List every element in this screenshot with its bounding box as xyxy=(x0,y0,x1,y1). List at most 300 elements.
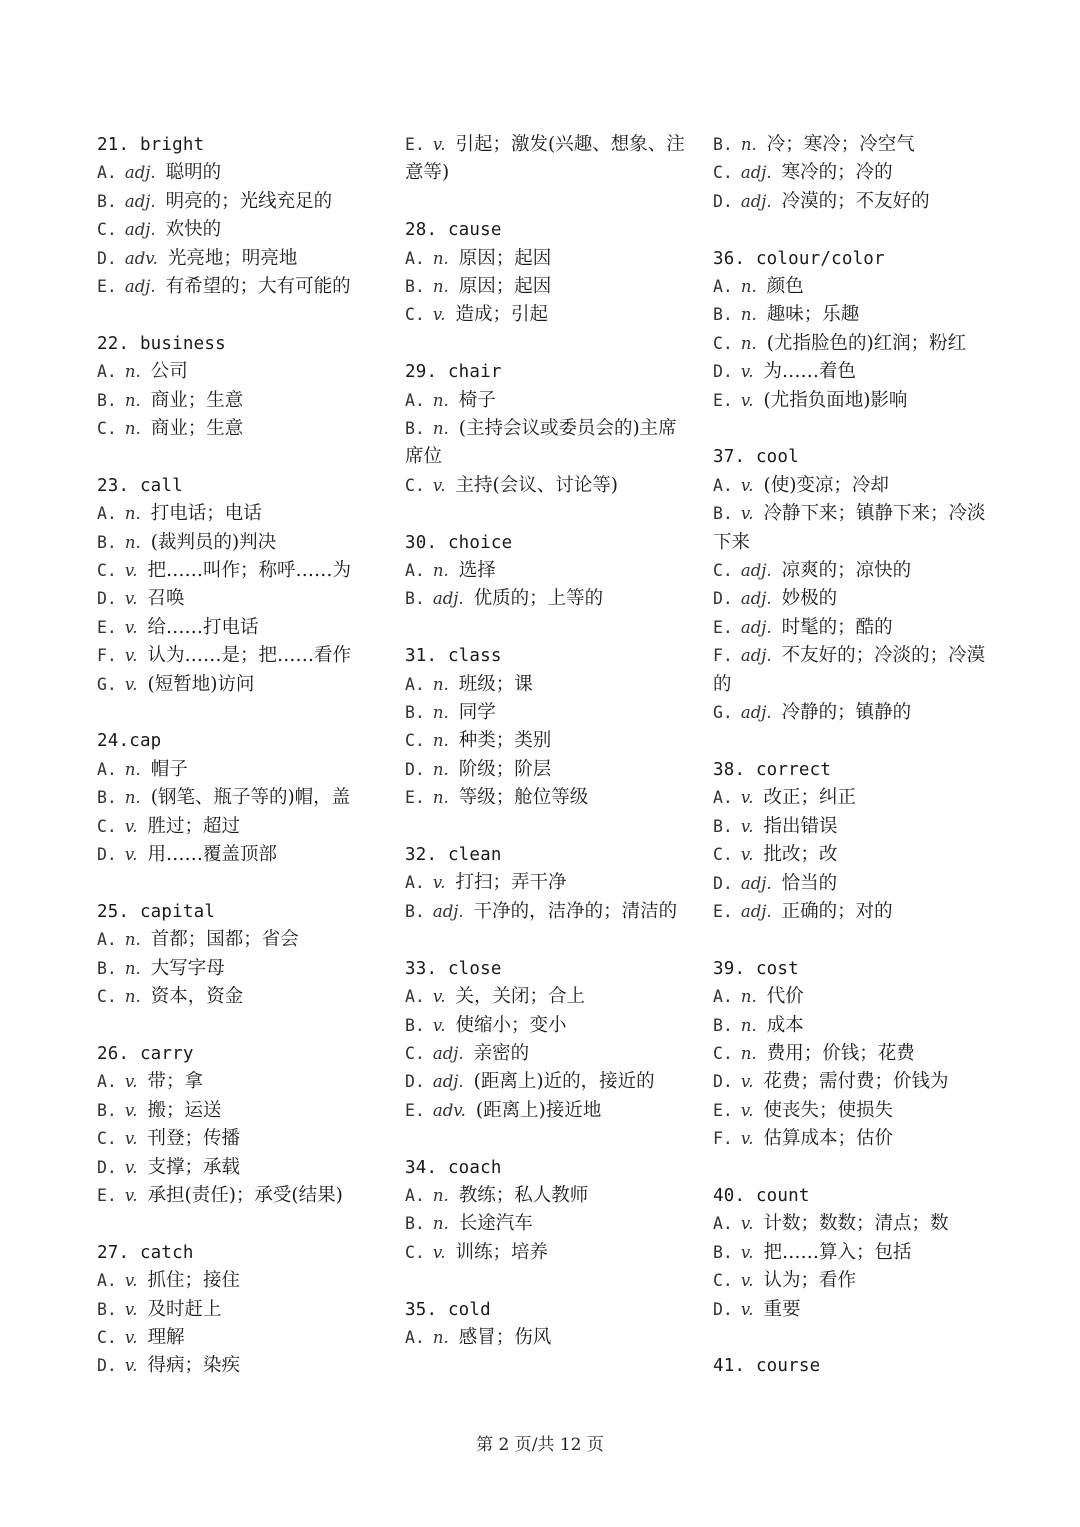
sense-letter: A. xyxy=(713,987,733,1007)
sense-line xyxy=(97,585,379,613)
column-right xyxy=(713,131,995,1409)
definition: (尤指负面地)影响 xyxy=(763,389,908,411)
sense-line xyxy=(405,415,687,472)
sense-letter: E. xyxy=(405,1100,425,1120)
sense-letter: C. xyxy=(405,305,425,325)
sense-line xyxy=(97,1182,379,1210)
definition: 及时赶上 xyxy=(147,1298,222,1320)
sense-line xyxy=(97,188,379,216)
part-of-speech: v. xyxy=(432,305,446,325)
vocab-entry xyxy=(713,443,995,727)
headword: 32. clean xyxy=(405,845,502,866)
headword: 28. cause xyxy=(405,220,502,241)
part-of-speech: v. xyxy=(124,617,138,637)
part-of-speech: n. xyxy=(740,987,757,1007)
vocab-entry xyxy=(97,727,379,869)
sense-line xyxy=(97,642,379,670)
part-of-speech: n. xyxy=(740,135,757,154)
definition: 理解 xyxy=(147,1326,185,1348)
part-of-speech: v. xyxy=(124,1271,138,1291)
sense-line xyxy=(405,898,687,926)
sense-letter: B. xyxy=(97,191,117,211)
sense-line xyxy=(713,585,995,613)
sense-letter: A. xyxy=(97,930,117,950)
part-of-speech: adv. xyxy=(124,248,158,268)
definition: 时髦的；酷的 xyxy=(781,616,893,638)
column-left xyxy=(97,131,379,1409)
sense-line xyxy=(713,898,995,926)
vocab-entry xyxy=(713,756,995,926)
sense-letter: A. xyxy=(97,362,117,382)
definition: (使)变凉；冷却 xyxy=(763,474,889,496)
part-of-speech: v. xyxy=(432,873,446,893)
definition: 冷静的；镇静的 xyxy=(781,702,912,724)
sense-line xyxy=(97,415,379,443)
part-of-speech: n. xyxy=(432,788,449,808)
headword: 39. cost xyxy=(713,958,799,979)
sense-line xyxy=(713,330,995,358)
part-of-speech: n. xyxy=(124,419,141,439)
sense-line xyxy=(713,273,995,301)
sense-letter: D. xyxy=(713,362,733,382)
sense-letter: B. xyxy=(713,305,733,325)
sense-line xyxy=(405,301,687,329)
part-of-speech: n. xyxy=(124,987,141,1007)
part-of-speech: adj. xyxy=(432,901,464,921)
definition: 干净的，洁净的；清洁的 xyxy=(473,900,678,922)
sense-line xyxy=(405,784,687,812)
headword: 22. business xyxy=(97,333,226,354)
sense-line xyxy=(97,500,379,528)
sense-letter: D. xyxy=(97,1356,117,1376)
part-of-speech: adj. xyxy=(432,1072,464,1092)
page-footer: 第 2 页/共 12 页 xyxy=(476,1435,604,1455)
sense-line xyxy=(97,926,379,954)
vocab-entry xyxy=(405,955,687,1125)
part-of-speech: n. xyxy=(124,390,141,410)
sense-letter: D. xyxy=(713,191,733,211)
sense-letter: E. xyxy=(97,617,117,637)
sense-letter: E. xyxy=(405,135,425,154)
definition: 椅子 xyxy=(458,389,496,411)
sense-letter: B. xyxy=(97,958,117,978)
part-of-speech: v. xyxy=(740,788,754,808)
sense-letter: C. xyxy=(405,1242,425,1262)
sense-line xyxy=(713,1040,995,1068)
sense-line xyxy=(97,1097,379,1125)
vocab-entry xyxy=(97,131,379,301)
sense-line xyxy=(405,387,687,415)
sense-letter: C. xyxy=(405,475,425,495)
definition: 重要 xyxy=(763,1298,801,1320)
part-of-speech: n. xyxy=(432,248,449,268)
sense-line xyxy=(97,671,379,699)
definition: 冷漠的；不友好的 xyxy=(781,190,930,212)
part-of-speech: v. xyxy=(124,674,138,694)
sense-line xyxy=(97,955,379,983)
vocab-entry xyxy=(97,1239,379,1381)
column-middle xyxy=(405,131,687,1381)
sense-line xyxy=(97,1352,379,1380)
sense-line xyxy=(713,387,995,415)
part-of-speech: v. xyxy=(740,1129,754,1149)
sense-letter: F. xyxy=(713,1129,733,1149)
sense-line xyxy=(713,1210,995,1238)
sense-line xyxy=(713,1012,995,1040)
definition: 凉爽的；凉快的 xyxy=(781,560,912,582)
vocab-entry xyxy=(405,841,687,926)
part-of-speech: v. xyxy=(740,390,754,410)
definition: 优质的；上等的 xyxy=(473,588,604,610)
vocab-entry xyxy=(405,216,687,330)
sense-line xyxy=(713,784,995,812)
vocab-entry xyxy=(405,1296,687,1353)
part-of-speech: v. xyxy=(740,362,754,382)
definition: (钢笔、瓶子等的)帽，盖 xyxy=(150,787,351,809)
sense-line xyxy=(713,870,995,898)
definition: 班级；课 xyxy=(458,673,533,695)
part-of-speech: n. xyxy=(124,958,141,978)
vocab-entry xyxy=(713,1352,995,1380)
sense-letter: E. xyxy=(713,901,733,921)
sense-letter: G. xyxy=(97,674,117,694)
sense-letter: B. xyxy=(405,1214,425,1234)
definition: 搬；运送 xyxy=(147,1099,222,1121)
definition: 给……打电话 xyxy=(147,616,259,638)
sense-letter: D. xyxy=(405,759,425,779)
definition: 刊登；传播 xyxy=(147,1128,240,1150)
sense-line xyxy=(405,869,687,897)
definition: 恰当的 xyxy=(781,872,838,894)
headword: 23. call xyxy=(97,475,183,496)
definition: 冷静下来；镇静下来；冷淡下来 xyxy=(713,503,986,553)
part-of-speech: adj. xyxy=(740,873,772,893)
sense-line xyxy=(713,1296,995,1324)
sense-line xyxy=(97,1125,379,1153)
sense-letter: E. xyxy=(405,788,425,808)
headword: 21. bright xyxy=(97,135,205,155)
sense-letter: B. xyxy=(405,419,425,439)
sense-letter: B. xyxy=(405,277,425,297)
definition: 教练；私人教师 xyxy=(458,1184,589,1206)
sense-letter: A. xyxy=(405,248,425,268)
sense-line xyxy=(713,188,995,216)
part-of-speech: adj. xyxy=(740,589,772,609)
definition: (短暂地)访问 xyxy=(147,673,255,695)
part-of-speech: adj. xyxy=(432,589,464,609)
vocab-entry xyxy=(405,642,687,812)
definition: 帽子 xyxy=(150,758,188,780)
sense-letter: C. xyxy=(97,816,117,836)
sense-line xyxy=(713,1125,995,1153)
definition: 寒冷的；冷的 xyxy=(781,162,893,184)
sense-line xyxy=(713,699,995,727)
part-of-speech: v. xyxy=(124,646,138,666)
sense-letter: C. xyxy=(97,561,117,581)
sense-line xyxy=(405,727,687,755)
sense-letter: A. xyxy=(405,987,425,1007)
definition: 亲密的 xyxy=(473,1042,530,1064)
sense-line xyxy=(97,1267,379,1295)
part-of-speech: v. xyxy=(432,987,446,1007)
part-of-speech: n. xyxy=(740,277,757,297)
sense-line xyxy=(97,529,379,557)
part-of-speech: adj. xyxy=(740,163,772,183)
sense-line xyxy=(405,1210,687,1238)
sense-letter: B. xyxy=(97,532,117,552)
sense-letter: D. xyxy=(713,589,733,609)
part-of-speech: adj. xyxy=(124,191,156,211)
sense-line xyxy=(405,1239,687,1267)
sense-line xyxy=(405,1040,687,1068)
definition: 估算成本；估价 xyxy=(763,1128,893,1150)
headword: 25. capital xyxy=(97,901,216,922)
sense-line xyxy=(713,983,995,1011)
sense-line xyxy=(713,841,995,869)
part-of-speech: n. xyxy=(432,759,449,779)
sense-letter: A. xyxy=(405,1185,425,1205)
sense-letter: B. xyxy=(97,1299,117,1319)
definition: 胜过；超过 xyxy=(147,815,240,837)
part-of-speech: v. xyxy=(124,816,138,836)
sense-line xyxy=(713,1097,995,1125)
sense-line xyxy=(405,1068,687,1096)
sense-letter: A. xyxy=(97,1072,117,1092)
part-of-speech: n. xyxy=(432,1185,449,1205)
definition: (尤指脸色的)红润；粉红 xyxy=(766,332,967,354)
sense-line xyxy=(97,983,379,1011)
definition: 把……叫作；称呼……为 xyxy=(147,560,351,582)
headword: 24.cap xyxy=(97,731,162,752)
vocab-entry xyxy=(713,245,995,415)
part-of-speech: v. xyxy=(740,1271,754,1291)
part-of-speech: n. xyxy=(124,759,141,779)
sense-letter: F. xyxy=(97,646,117,666)
sense-line xyxy=(405,671,687,699)
sense-line xyxy=(713,159,995,187)
part-of-speech: adj. xyxy=(124,277,156,297)
definition: 造成；引起 xyxy=(455,304,548,326)
definition: 感冒；伤风 xyxy=(458,1326,552,1348)
sense-line xyxy=(713,358,995,386)
definition: 长途汽车 xyxy=(458,1213,533,1235)
part-of-speech: v. xyxy=(124,1327,138,1347)
definition: 原因；起因 xyxy=(458,247,552,269)
sense-letter: E. xyxy=(97,1185,117,1205)
sense-line xyxy=(713,1239,995,1267)
definition: 打扫；弄干净 xyxy=(455,872,567,894)
part-of-speech: v. xyxy=(432,135,446,154)
sense-line xyxy=(97,1296,379,1324)
sense-letter: A. xyxy=(405,390,425,410)
sense-line xyxy=(405,273,687,301)
sense-line xyxy=(97,813,379,841)
definition: 花费；需付费；价钱为 xyxy=(763,1071,949,1093)
definition: 趣味；乐趣 xyxy=(766,304,860,326)
part-of-speech: adj. xyxy=(740,561,772,581)
part-of-speech: v. xyxy=(124,561,138,581)
definition: (主持会议或委员会的)主席席位 xyxy=(405,418,677,468)
sense-line xyxy=(405,131,687,188)
sense-letter: D. xyxy=(97,248,117,268)
definition: 种类；类别 xyxy=(458,730,552,752)
headword: 38. correct xyxy=(713,759,832,780)
sense-letter: B. xyxy=(713,1242,733,1262)
sense-line xyxy=(97,557,379,585)
sense-line xyxy=(405,1012,687,1040)
sense-letter: B. xyxy=(97,1100,117,1120)
sense-letter: E. xyxy=(713,617,733,637)
definition: 等级；舱位等级 xyxy=(458,787,589,809)
definition: 成本 xyxy=(766,1014,804,1036)
definition: 有希望的；大有可能的 xyxy=(165,276,351,298)
definition: 光亮地；明亮地 xyxy=(167,247,298,269)
definition: 召唤 xyxy=(147,588,185,610)
definition: 公司 xyxy=(150,361,188,383)
sense-letter: C. xyxy=(97,1129,117,1149)
sense-line xyxy=(405,1182,687,1210)
part-of-speech: v. xyxy=(124,1129,138,1149)
sense-line xyxy=(97,216,379,244)
part-of-speech: adj. xyxy=(740,703,772,723)
definition: 改正；纠正 xyxy=(763,787,856,809)
sense-line xyxy=(405,1097,687,1125)
sense-letter: D. xyxy=(97,589,117,609)
definition: 使缩小；变小 xyxy=(455,1014,567,1036)
headword: 41. course xyxy=(713,1356,821,1377)
definition: (距离上)接近地 xyxy=(475,1099,602,1121)
headword: 40. count xyxy=(713,1185,810,1206)
sense-line xyxy=(405,245,687,273)
part-of-speech: v. xyxy=(740,845,754,865)
sense-letter: D. xyxy=(405,1072,425,1092)
part-of-speech: v. xyxy=(124,1356,138,1376)
definition: 明亮的；光线充足的 xyxy=(165,190,333,212)
part-of-speech: v. xyxy=(432,475,446,495)
sense-letter: E. xyxy=(713,1100,733,1120)
definition: 指出错误 xyxy=(763,815,838,837)
definition: 承担(责任)；承受(结果) xyxy=(147,1184,343,1206)
definition: 原因；起因 xyxy=(458,276,552,298)
headword: 34. coach xyxy=(405,1157,502,1178)
sense-letter: B. xyxy=(713,135,733,154)
part-of-speech: n. xyxy=(124,930,141,950)
sense-line xyxy=(405,983,687,1011)
part-of-speech: v. xyxy=(740,1100,754,1120)
sense-line xyxy=(405,1324,687,1352)
definition: 带；拿 xyxy=(147,1071,203,1093)
sense-line xyxy=(405,557,687,585)
sense-line xyxy=(405,756,687,784)
headword: 37. cool xyxy=(713,447,799,468)
sense-letter: B. xyxy=(713,504,733,524)
headword: 35. cold xyxy=(405,1299,491,1320)
sense-line xyxy=(97,387,379,415)
definition: 支撑；承载 xyxy=(147,1156,240,1178)
sense-letter: A. xyxy=(713,788,733,808)
part-of-speech: v. xyxy=(740,504,754,524)
sense-line xyxy=(97,358,379,386)
part-of-speech: adj. xyxy=(740,617,772,637)
sense-letter: E. xyxy=(97,277,117,297)
definition: 抓住；接住 xyxy=(147,1270,240,1292)
sense-letter: A. xyxy=(405,1327,425,1347)
sense-line xyxy=(97,1068,379,1096)
sense-line xyxy=(713,614,995,642)
part-of-speech: v. xyxy=(740,1072,754,1092)
vocab-entry xyxy=(97,330,379,444)
definition: 得病；染疾 xyxy=(147,1355,240,1377)
sense-letter: A. xyxy=(713,277,733,297)
definition: 费用；价钱；花费 xyxy=(766,1042,915,1064)
part-of-speech: v. xyxy=(124,1185,138,1205)
definition: 为……着色 xyxy=(763,361,856,383)
headword: 36. colour/color xyxy=(713,248,885,269)
definition: 引起；激发(兴趣、想象、注意等) xyxy=(405,134,685,184)
part-of-speech: adj. xyxy=(740,191,772,211)
vocab-entry xyxy=(713,955,995,1154)
part-of-speech: n. xyxy=(432,1327,449,1347)
part-of-speech: v. xyxy=(432,1015,446,1035)
sense-line xyxy=(405,699,687,727)
definition: 关，关闭；合上 xyxy=(455,986,585,1008)
sense-letter: C. xyxy=(405,1043,425,1063)
sense-letter: C. xyxy=(713,561,733,581)
definition: 资本，资金 xyxy=(150,986,244,1008)
definition: 代价 xyxy=(766,986,804,1008)
sense-letter: D. xyxy=(713,873,733,893)
sense-letter: F. xyxy=(713,646,733,666)
sense-letter: C. xyxy=(97,1327,117,1347)
sense-line xyxy=(97,1154,379,1182)
headword: 29. chair xyxy=(405,362,502,383)
part-of-speech: v. xyxy=(124,845,138,865)
headword: 30. choice xyxy=(405,532,513,553)
sense-line xyxy=(713,642,995,699)
sense-letter: C. xyxy=(713,333,733,353)
part-of-speech: v. xyxy=(124,1157,138,1177)
definition: 大写字母 xyxy=(150,957,225,979)
sense-letter: D. xyxy=(97,845,117,865)
sense-letter: D. xyxy=(713,1299,733,1319)
part-of-speech: n. xyxy=(124,532,141,552)
definition: 计数；数数；清点；数 xyxy=(763,1213,949,1235)
sense-letter: B. xyxy=(405,703,425,723)
part-of-speech: v. xyxy=(740,1242,754,1262)
sense-line xyxy=(713,472,995,500)
sense-letter: C. xyxy=(97,220,117,240)
part-of-speech: n. xyxy=(740,305,757,325)
part-of-speech: n. xyxy=(740,1043,757,1063)
part-of-speech: n. xyxy=(432,731,449,751)
sense-line xyxy=(97,614,379,642)
definition: 选择 xyxy=(458,560,496,582)
sense-line xyxy=(713,500,995,557)
part-of-speech: adv. xyxy=(432,1100,466,1120)
sense-letter: E. xyxy=(713,390,733,410)
part-of-speech: n. xyxy=(124,504,141,524)
part-of-speech: v. xyxy=(124,1100,138,1120)
sense-line xyxy=(713,1068,995,1096)
sense-letter: C. xyxy=(713,1271,733,1291)
sense-letter: B. xyxy=(713,1015,733,1035)
part-of-speech: n. xyxy=(124,362,141,382)
vocab-entry xyxy=(405,529,687,614)
part-of-speech: adj. xyxy=(740,646,772,666)
definition: 认为；看作 xyxy=(763,1270,856,1292)
sense-line xyxy=(713,301,995,329)
vocab-entry xyxy=(405,131,687,188)
